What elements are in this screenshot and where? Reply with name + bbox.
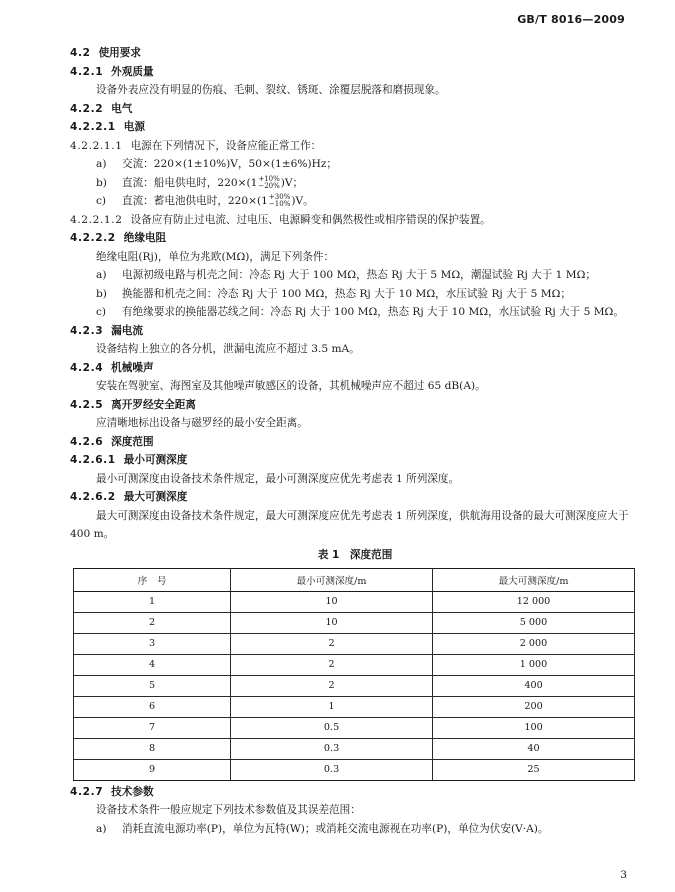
table-header-row	[74, 568, 635, 591]
list-marker: c)	[96, 306, 107, 318]
paragraph	[70, 507, 640, 544]
table-cell: 0.3	[231, 738, 433, 759]
paragraph-text: 电源在下列情况下，设备应能正常工作：	[130, 139, 322, 152]
list-text: 交流：220×(1±10%)V，50×(1±6%)Hz；	[122, 158, 338, 170]
list-item	[70, 266, 640, 285]
section-number: 4.2.1	[70, 65, 104, 78]
table-cell: 400	[433, 675, 635, 696]
table-cell: 2	[74, 612, 231, 633]
section-title: 电源	[123, 121, 145, 133]
list-item	[70, 303, 640, 322]
list-text-end: )V。	[291, 195, 314, 207]
list-item	[70, 155, 640, 174]
table-row	[74, 759, 635, 780]
table-row	[74, 633, 635, 654]
paragraph: 最小可测深度由设备技术条件规定，最小可测深度应优先考虑表 1 所列深度。	[96, 472, 460, 485]
depth-range-table	[73, 568, 635, 781]
tolerance-lower: −20%	[258, 181, 280, 190]
section-number: 4.2.2.1	[70, 121, 116, 133]
section-title: 机械噪声	[111, 361, 154, 374]
table-row	[74, 675, 635, 696]
paragraph: 设备结构上独立的各分机，泄漏电流应不超过 3.5 mA。	[96, 343, 360, 355]
table-cell: 100	[433, 717, 635, 738]
section-number: 4.2.6.2	[70, 491, 116, 503]
table-cell: 1	[74, 591, 231, 612]
section-heading	[70, 44, 640, 63]
section-heading	[70, 322, 640, 341]
table-cell: 1 000	[433, 654, 635, 675]
section-heading	[70, 63, 640, 82]
tolerance-upper: +10%	[258, 174, 280, 183]
list-item	[70, 820, 640, 839]
table-cell: 7	[74, 717, 231, 738]
section-number: 4.2.6	[70, 435, 104, 448]
section-number: 4.2.4	[70, 361, 104, 374]
table-row	[74, 717, 635, 738]
section-heading	[70, 100, 640, 119]
numbered-paragraph	[70, 211, 640, 230]
paragraph: 设备外表应没有明显的伤痕、毛刺、裂纹、锈斑、涂覆层脱落和磨损现象。	[96, 84, 446, 96]
table-cell: 12 000	[433, 591, 635, 612]
list-item	[70, 285, 640, 304]
list-marker: c)	[96, 195, 107, 207]
table-cell: 5 000	[433, 612, 635, 633]
section-number: 4.2.6.1	[70, 454, 116, 466]
table-cell: 10	[231, 612, 433, 633]
table-cell: 2	[231, 675, 433, 696]
paragraph: 绝缘电阻(Rj)，单位为兆欧(MΩ)，满足下列条件：	[96, 250, 335, 263]
section-title: 绝缘电阻	[123, 232, 167, 244]
paragraph: 设备技术条件一般应规定下列技术参数值及其误差范围：	[96, 804, 361, 816]
section-heading	[70, 396, 640, 415]
table-cell: 2	[231, 633, 433, 654]
section-heading	[70, 118, 640, 137]
list-item	[70, 192, 640, 211]
list-marker: b)	[96, 287, 107, 300]
table-cell: 6	[74, 696, 231, 717]
list-text: 有绝缘要求的换能器芯线之间：冷态 Rj 大于 100 MΩ，热态 Rj 大于 10 MΩ，水压试验 Rj 大于 5 MΩ。	[122, 306, 624, 318]
section-title: 深度范围	[111, 435, 154, 448]
section-title: 漏电流	[111, 324, 143, 337]
table-row	[74, 696, 635, 717]
list-item	[70, 174, 640, 193]
section-number: 4.2.2.1.1	[70, 139, 123, 152]
table-cell: 0.5	[231, 717, 433, 738]
table-cell: 2	[231, 654, 433, 675]
column-header: 最大可测深度/m	[433, 568, 635, 591]
document-body	[70, 44, 640, 838]
list-marker: a)	[96, 269, 107, 281]
list-text: 消耗直流电源功率(P)，单位为瓦特(W)；或消耗交流电源视在功率(P)，单位为伏安(V·A)。	[122, 822, 549, 835]
table-title: 表 1 深度范围	[317, 548, 393, 561]
numbered-paragraph	[70, 137, 640, 156]
table-cell: 1	[231, 696, 433, 717]
page-number: 3	[620, 869, 627, 881]
section-title: 电气	[111, 102, 133, 115]
tolerance-fraction	[269, 194, 290, 208]
standard-code: GB/T 8016—2009	[517, 13, 625, 26]
paragraph-text: 最大可测深度由设备技术条件规定，最大可测深度应优先考虑表 1 所列深度，供航海用设备的最大可测深度应大于 400 m。	[70, 509, 629, 540]
section-title: 使用要求	[98, 47, 141, 59]
paragraph-text: 设备应有防止过电流、过电压、电源瞬变和偶然极性或相序错误的保护装置。	[130, 213, 491, 226]
section-number: 4.2.7	[70, 785, 104, 798]
list-marker: a)	[96, 158, 107, 170]
list-marker: a)	[96, 822, 107, 835]
section-title: 技术参数	[111, 785, 154, 798]
table-cell: 10	[231, 591, 433, 612]
section-heading	[70, 488, 640, 507]
table-cell: 25	[433, 759, 635, 780]
table-row	[74, 612, 635, 633]
table-cell: 4	[74, 654, 231, 675]
section-title: 外观质量	[111, 65, 154, 78]
section-title: 最大可测深度	[123, 491, 188, 503]
list-text-end: )V；	[280, 176, 304, 189]
column-header: 序 号	[74, 568, 231, 591]
section-number: 4.2	[70, 47, 91, 59]
section-heading	[70, 229, 640, 248]
section-heading	[70, 451, 640, 470]
table-cell: 200	[433, 696, 635, 717]
section-title: 离开罗经安全距离	[111, 398, 196, 411]
section-heading	[70, 433, 640, 452]
table-cell: 9	[74, 759, 231, 780]
table-cell: 3	[74, 633, 231, 654]
list-text: 直流：船电供电时，220×(1	[122, 176, 258, 189]
section-number: 4.2.2.1.2	[70, 213, 123, 226]
list-text: 直流：蓄电池供电时，220×(1	[122, 195, 268, 207]
section-title: 最小可测深度	[123, 454, 188, 466]
table-cell: 2 000	[433, 633, 635, 654]
paragraph: 应清晰地标出设备与磁罗经的最小安全距离。	[96, 417, 308, 429]
table-cell: 8	[74, 738, 231, 759]
paragraph: 安装在驾驶室、海图室及其他噪声敏感区的设备，其机械噪声应不超过 65 dB(A)。	[96, 380, 486, 392]
table-row	[74, 591, 635, 612]
list-marker: b)	[96, 176, 107, 189]
tolerance-upper: +30%	[268, 193, 291, 201]
section-heading	[70, 783, 640, 802]
section-number: 4.2.3	[70, 324, 104, 337]
tolerance-fraction	[258, 176, 279, 190]
section-number: 4.2.5	[70, 398, 104, 411]
table-cell: 0.3	[231, 759, 433, 780]
table-row	[74, 738, 635, 759]
section-number: 4.2.2	[70, 102, 104, 115]
table-cell: 5	[74, 675, 231, 696]
table-cell: 40	[433, 738, 635, 759]
column-header: 最小可测深度/m	[231, 568, 433, 591]
list-text: 电源初级电路与机壳之间：冷态 Rj 大于 100 MΩ，热态 Rj 大于 5 MΩ，潮湿试验 Rj 大于 1 MΩ；	[122, 269, 597, 281]
section-number: 4.2.2.2	[70, 232, 116, 244]
table-row	[74, 654, 635, 675]
list-text: 换能器和机壳之间：冷态 Rj 大于 100 MΩ，热态 Rj 大于 10 MΩ，水压试验 Rj 大于 5 MΩ；	[122, 287, 571, 300]
section-heading	[70, 359, 640, 378]
tolerance-lower: −10%	[268, 200, 291, 208]
